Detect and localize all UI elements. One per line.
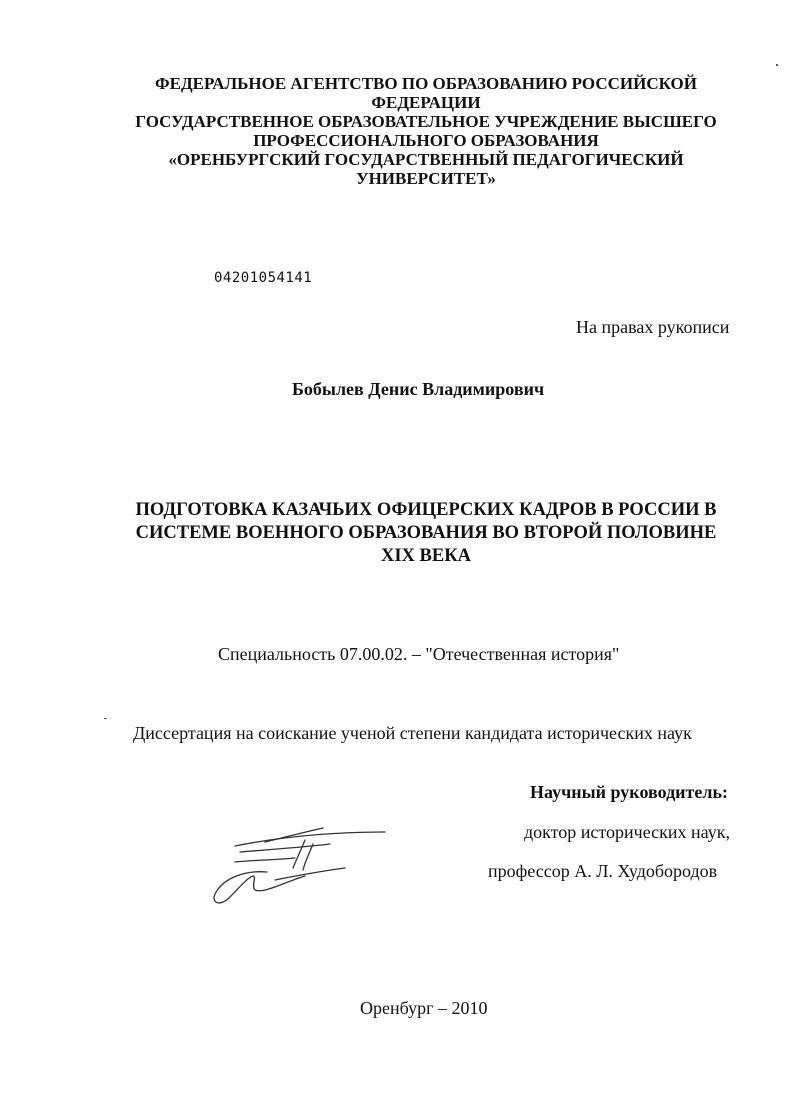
dissertation-degree-line: Диссертация на соискание ученой степени кандидата исторических наук bbox=[133, 723, 692, 743]
header-line-4: ПРОФЕССИОНАЛЬНОГО ОБРАЗОВАНИЯ bbox=[253, 131, 599, 150]
author-name: Бобылев Денис Владимирович bbox=[292, 379, 545, 399]
handwritten-signature bbox=[205, 820, 395, 915]
supervisor-name: профессор А. Л. Худобородов bbox=[488, 861, 718, 881]
header-line-2: ФЕДЕРАЦИИ bbox=[371, 93, 481, 112]
supervisor-degree: доктор исторических наук, bbox=[524, 822, 730, 842]
title-line-3: XIX ВЕКА bbox=[381, 546, 471, 566]
manuscript-rights-note: На правах рукописи bbox=[576, 317, 730, 337]
registration-code: 04201054141 bbox=[214, 270, 313, 286]
supervisor-label: Научный руководитель: bbox=[530, 782, 728, 802]
title-line-1: ПОДГОТОВКА КАЗАЧЬИХ ОФИЦЕРСКИХ КАДРОВ В РОССИИ В bbox=[135, 500, 717, 520]
title-line-2: СИСТЕМЕ ВОЕННОГО ОБРАЗОВАНИЯ ВО ВТОРОЙ ПОЛОВИНЕ bbox=[135, 523, 717, 543]
header-line-1: ФЕДЕРАЛЬНОЕ АГЕНТСТВО ПО ОБРАЗОВАНИЮ РОССИЙСКОЙ bbox=[155, 74, 697, 93]
scan-speck bbox=[104, 718, 107, 719]
scan-speck bbox=[776, 64, 778, 66]
specialty-line: Специальность 07.00.02. – "Отечественная история" bbox=[218, 644, 620, 664]
dissertation-title bbox=[100, 499, 752, 568]
header-line-5: «ОРЕНБУРГСКИЙ ГОСУДАРСТВЕННЫЙ ПЕДАГОГИЧЕСКИЙ bbox=[168, 150, 684, 169]
header-line-6: УНИВЕРСИТЕТ» bbox=[356, 169, 496, 188]
city-year: Оренбург – 2010 bbox=[360, 998, 488, 1018]
institution-header bbox=[120, 74, 732, 188]
header-line-3: ГОСУДАРСТВЕННОЕ ОБРАЗОВАТЕЛЬНОЕ УЧРЕЖДЕНИЕ ВЫСШЕГО bbox=[135, 112, 717, 131]
